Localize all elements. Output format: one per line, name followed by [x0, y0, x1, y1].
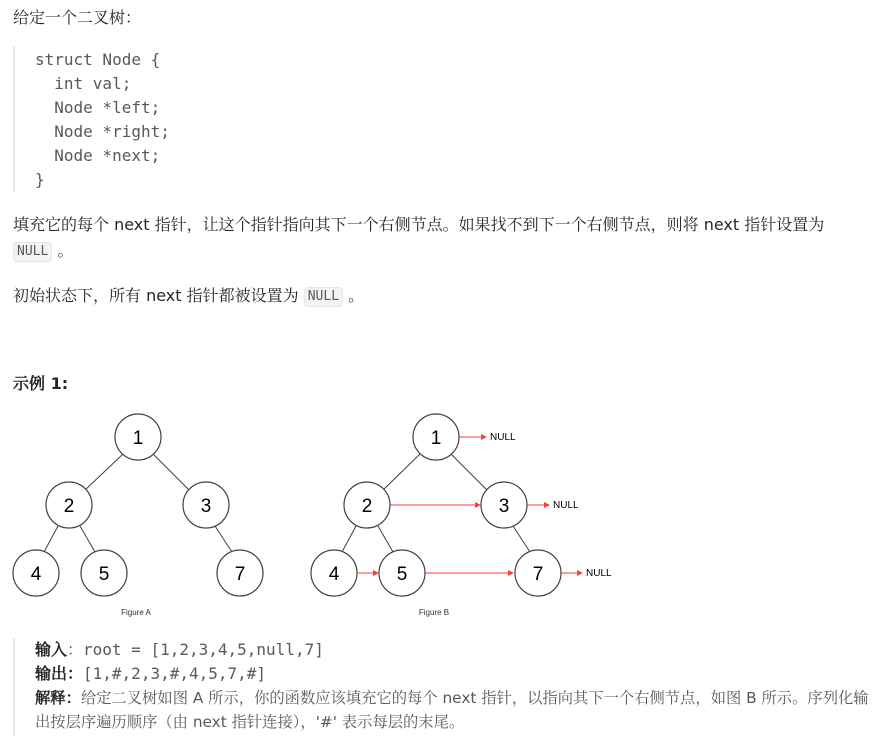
explanation-text: 给定二叉树如图 A 所示，你的函数应该填充它的每个 next 指针，以指向其下一个右侧节点，如图 B 所示。序列化输出按层序遍历顺序（由 next 指针连接），'#' 表示每层的末尾。: [35, 689, 869, 731]
code-line: }: [35, 170, 45, 189]
description-text: 初始状态下，所有 next 指针都被设置为: [13, 286, 299, 305]
null-label: NULL: [553, 500, 579, 511]
node-label: 4: [30, 564, 42, 585]
output-label: 输出：: [35, 664, 84, 683]
description-paragraph-2: [13, 284, 364, 308]
tree-edge: [378, 526, 393, 552]
description-paragraph-1: [13, 213, 824, 237]
code-line: Node *left;: [35, 98, 161, 117]
intro-text: 给定一个二叉树：: [13, 8, 142, 27]
explanation-label: 解释：: [35, 689, 81, 707]
tree-node: [115, 414, 161, 460]
code-line: struct Node {: [35, 50, 161, 69]
code-line: int val;: [35, 74, 132, 93]
tree-node: [183, 482, 229, 528]
node-label: 2: [63, 496, 75, 517]
node-label: 7: [532, 564, 544, 585]
null-label: NULL: [490, 432, 516, 443]
tree-node: [81, 550, 127, 596]
figure-b-caption: Figure B: [418, 608, 450, 617]
code-line: Node *next;: [35, 146, 161, 165]
tree-node: [13, 550, 59, 596]
tree-edge: [44, 526, 58, 552]
node-label: 3: [498, 496, 510, 517]
tree-node: [311, 550, 357, 596]
example-heading: 示例 1:: [13, 374, 69, 393]
tree-edge: [80, 526, 95, 552]
tree-edge: [215, 526, 232, 552]
tree-edge: [342, 526, 356, 552]
figure-a-caption: Figure A: [121, 608, 151, 617]
punctuation: 。: [52, 241, 74, 260]
null-code: NULL: [304, 287, 343, 307]
input-label: 输入: [35, 640, 68, 659]
punctuation: 。: [343, 286, 365, 305]
tree-edge: [382, 454, 420, 491]
struct-code-block: [13, 46, 375, 192]
description-text: 填充它的每个 next 指针，让这个指针指向其下一个右侧节点。如果找不到下一个右侧节点，则将 next 指针设置为: [13, 215, 825, 234]
explanation: [35, 686, 881, 734]
node-label: 2: [361, 496, 373, 517]
tree-edge: [153, 454, 190, 491]
tree-node: [481, 482, 527, 528]
null-code: NULL: [13, 242, 52, 262]
output-line: [35, 662, 266, 686]
code-line: Node *right;: [35, 122, 170, 141]
output-value: [1,#,2,3,#,4,5,7,#]: [83, 664, 267, 683]
tree-edge: [84, 454, 123, 491]
tree-node: [515, 550, 561, 596]
node-label: 5: [98, 564, 110, 585]
tree-edge: [451, 454, 488, 491]
tree-edge: [513, 526, 530, 552]
node-label: 3: [200, 496, 212, 517]
node-label: 1: [430, 428, 442, 449]
input-line: [35, 638, 324, 662]
node-label: 1: [132, 428, 144, 449]
tree-node: [413, 414, 459, 460]
node-label: 4: [328, 564, 340, 585]
description-paragraph-1-end: [13, 239, 73, 263]
example-io-block: [13, 638, 883, 736]
tree-node: [46, 482, 92, 528]
tree-node: [379, 550, 425, 596]
null-label: NULL: [586, 568, 612, 579]
tree-node: [217, 550, 263, 596]
node-label: 5: [396, 564, 408, 585]
input-value: ：root = [1,2,3,4,5,null,7]: [67, 640, 324, 659]
example-figure: [0, 405, 890, 625]
node-label: 7: [234, 564, 246, 585]
tree-node: [344, 482, 390, 528]
